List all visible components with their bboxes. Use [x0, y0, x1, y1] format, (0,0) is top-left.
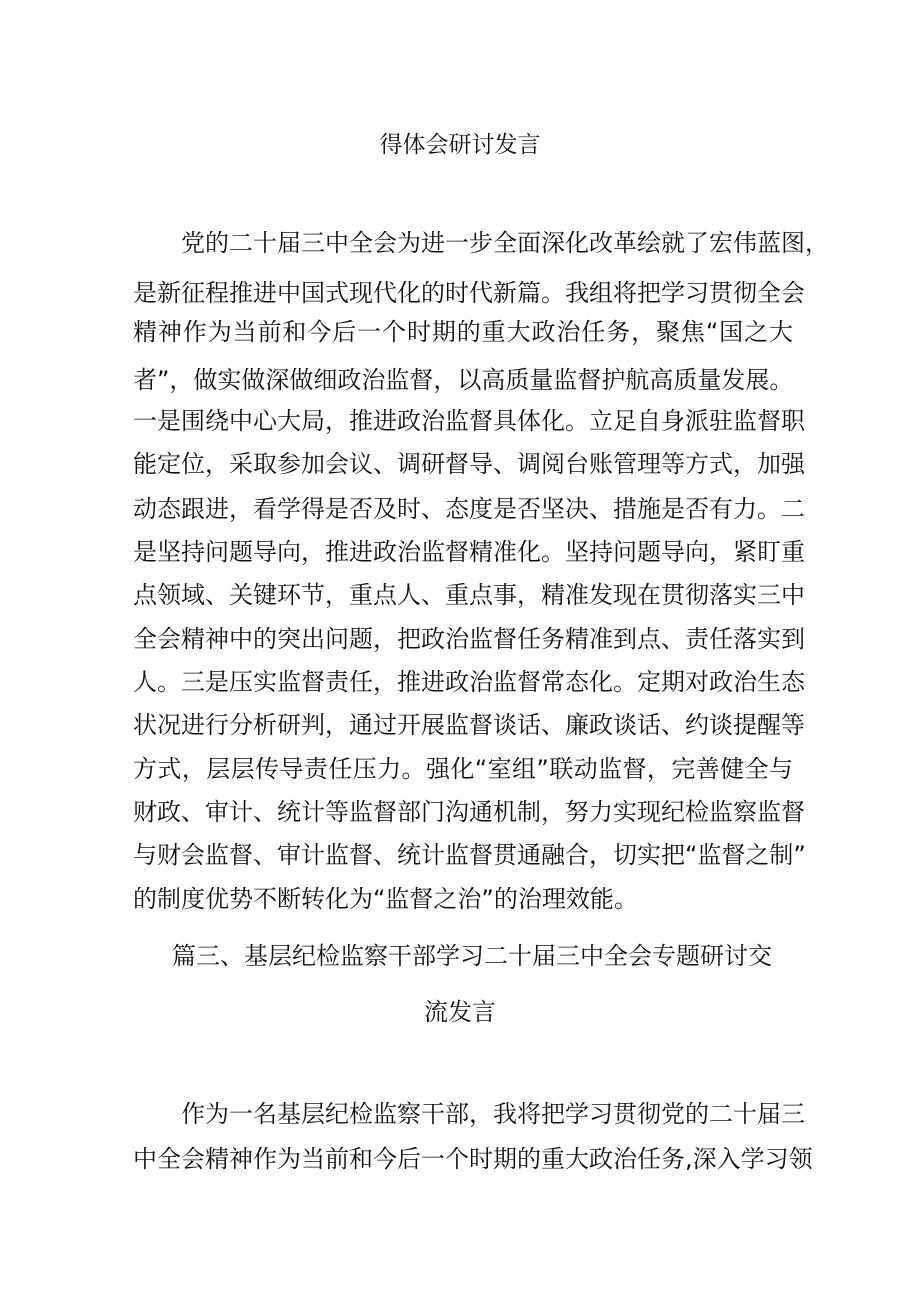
- paragraph-line: 状况进行分析研判，通过开展监督谈话、廉政谈话、约谈提醒等: [133, 711, 805, 739]
- paragraph-line: 者”，做实做深做细政治监督，以高质量监督护航高质量发展。: [133, 366, 794, 394]
- section-heading-line-2: 流发言: [424, 998, 496, 1026]
- document-title: 得体会研讨发言: [379, 132, 541, 158]
- paragraph-line: 能定位，采取参加会议、调研督导、调阅台账管理等方式，加强: [133, 450, 805, 478]
- paragraph-line: 中全会精神作为当前和今后一个时期的重大政治任务,深入学习领: [133, 1145, 813, 1173]
- paragraph-line: 方式，层层传导责任压力。强化“室组”联动监督，完善健全与: [133, 755, 793, 783]
- paragraph-line: 动态跟进，看学得是否及时、态度是否坚决、措施是否有力。二: [133, 495, 805, 523]
- paragraph-line: 一是围绕中心大局，推进政治监督具体化。立足自身派驻监督职: [133, 407, 805, 435]
- paragraph-line: 作为一名基层纪检监察干部，我将把学习贯彻党的二十届三: [181, 1100, 805, 1128]
- section-heading-line-1: 篇三、基层纪检监察干部学习二十届三中全会专题研讨交: [172, 942, 772, 970]
- paragraph-line: 是坚持问题导向，推进政治监督精准化。坚持问题导向，紧盯重: [133, 538, 805, 566]
- paragraph-line: 全会精神中的突出问题，把政治监督任务精准到点、责任落实到: [133, 625, 805, 653]
- paragraph-line: 与财会监督、审计监督、统计监督贯通融合，切实把“监督之制”: [133, 841, 806, 869]
- paragraph-line: 党的二十届三中全会为进一步全面深化改革绘就了宏伟蓝图，: [181, 229, 829, 257]
- paragraph-line: 是新征程推进中国式现代化的时代新篇。我组将把学习贯彻全会: [133, 279, 805, 307]
- paragraph-line: 财政、审计、统计等监督部门沟通机制，努力实现纪检监察监督: [133, 798, 805, 826]
- paragraph-line: 精神作为当前和今后一个时期的重大政治任务，聚焦“国之大: [133, 318, 793, 346]
- paragraph-line: 人。三是压实监督责任，推进政治监督常态化。定期对政治生态: [133, 668, 805, 696]
- paragraph-line: 点领域、关键环节，重点人、重点事，精准发现在贯彻落实三中: [133, 581, 805, 609]
- paragraph-line: 的制度优势不断转化为“监督之治”的治理效能。: [133, 885, 638, 913]
